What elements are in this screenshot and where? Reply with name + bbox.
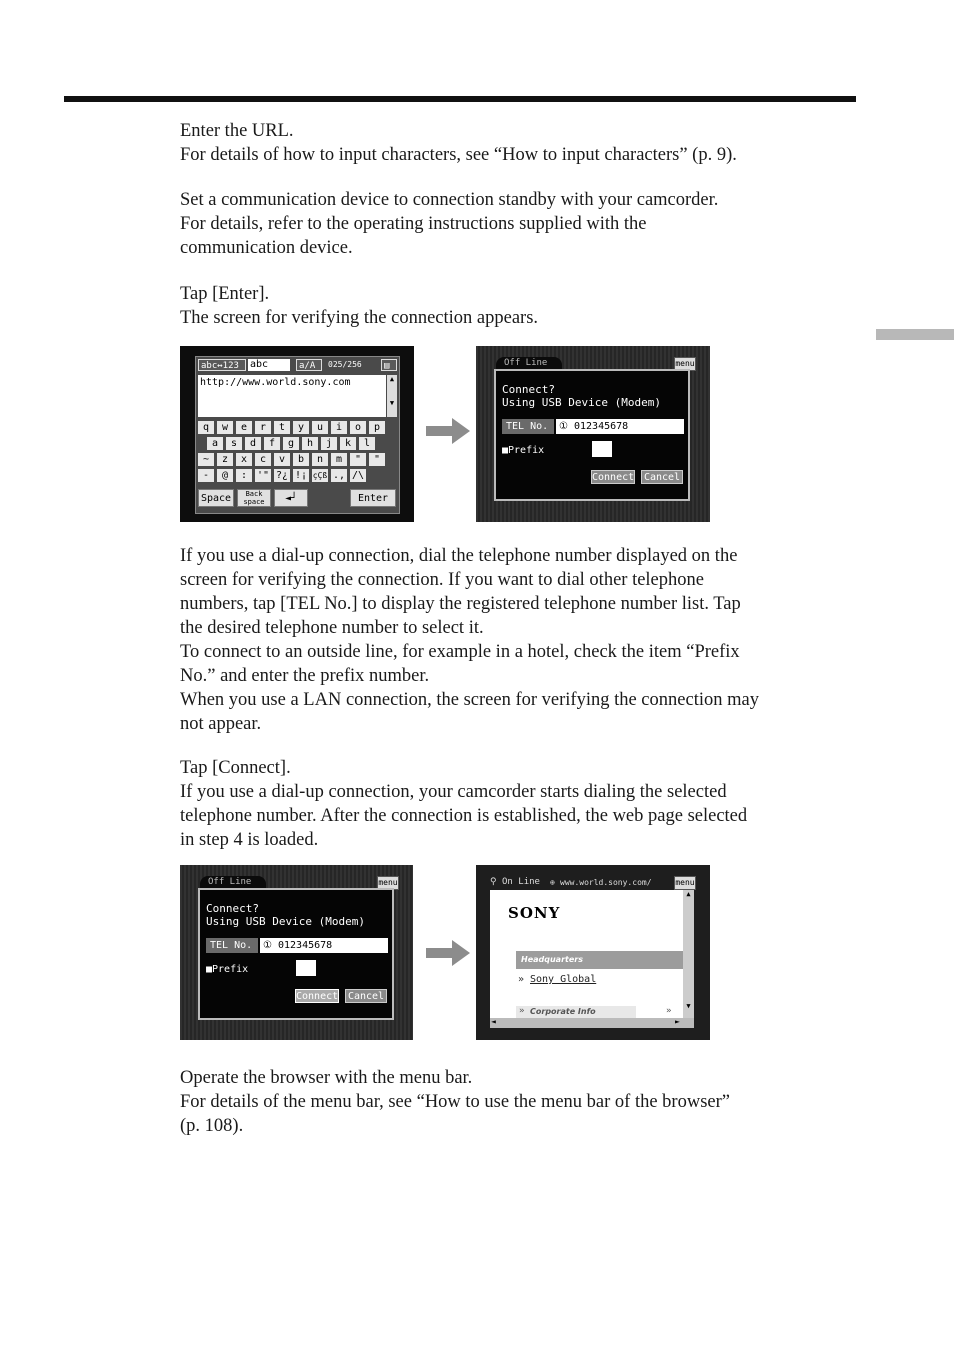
key[interactable]: - — [198, 469, 214, 482]
scroll-left-icon[interactable]: ◄ — [491, 1017, 496, 1026]
arrow-right-icon — [426, 418, 470, 444]
tel-number-field[interactable]: ① 012345678 — [556, 419, 684, 434]
key[interactable]: y — [293, 421, 309, 434]
menu-icon[interactable]: menu — [377, 876, 399, 890]
step-1-text: Enter the URL. For details of how to input characters, see “How to input characters” (p. 9). — [180, 121, 737, 165]
key[interactable]: ., — [332, 470, 346, 481]
key[interactable]: çÇß — [312, 471, 328, 480]
key[interactable]: p — [369, 421, 385, 434]
prefix-input[interactable] — [296, 960, 316, 976]
key[interactable]: r — [255, 421, 271, 434]
key[interactable]: @ — [217, 469, 233, 482]
scroll-right-icon[interactable]: ► — [675, 1017, 680, 1026]
url-input[interactable]: http://www.world.sony.com — [198, 375, 386, 417]
key[interactable]: f — [264, 437, 280, 450]
url-scrollbar[interactable] — [387, 375, 397, 417]
keyboard-panel — [195, 356, 400, 514]
key[interactable]: q — [198, 421, 214, 434]
horizontal-scrollbar[interactable] — [490, 1018, 694, 1028]
key[interactable]: " — [350, 453, 366, 466]
keyboard-settings-icon[interactable]: ▤ — [381, 359, 397, 371]
step-2-text: Set a communication device to connection standby with your camcorder. For details, refer to the operating instructions supplied with the communication device. — [180, 190, 719, 258]
input-mode-value: abc — [248, 359, 290, 371]
key[interactable]: v — [274, 453, 290, 466]
key[interactable]: x — [236, 453, 252, 466]
key-row-1 — [198, 421, 385, 434]
scroll-up-icon[interactable]: ▲ — [686, 890, 691, 898]
browser-screenshot — [476, 865, 710, 1040]
key[interactable]: o — [350, 421, 366, 434]
menu-icon[interactable]: menu — [674, 357, 696, 371]
connect-dialog-screenshot-2 — [180, 865, 413, 1040]
key[interactable]: n — [312, 453, 328, 466]
scroll-down-icon[interactable]: ▼ — [686, 1002, 691, 1010]
online-status: On Line — [502, 877, 540, 887]
double-chevron-icon: » — [518, 974, 525, 985]
scroll-up-icon[interactable]: ▲ — [389, 375, 395, 383]
dialog-message: Connect? Using USB Device (Modem) — [502, 383, 661, 409]
key[interactable]: h — [302, 437, 318, 450]
connect-button[interactable]: Connect — [296, 991, 339, 1002]
prefix-checkbox[interactable]: ■Prefix — [206, 964, 249, 975]
connect-dialog — [198, 888, 394, 1020]
browser-status-bar — [490, 876, 696, 889]
key[interactable]: z — [217, 453, 233, 466]
key[interactable]: /\ — [351, 470, 365, 481]
key[interactable]: a — [207, 437, 223, 450]
key[interactable]: : — [236, 469, 252, 482]
key[interactable]: !¡ — [294, 470, 308, 481]
step-5-text: Operate the browser with the menu bar. For details of the menu bar, see “How to use the menu bar of the browser” (p. 108). — [180, 1068, 730, 1136]
key[interactable]: g — [283, 437, 299, 450]
key[interactable]: " — [369, 453, 385, 466]
tel-no-button[interactable]: TEL No. — [206, 938, 258, 953]
step-3-text: Tap [Enter]. The screen for verifying the connection appears. — [180, 284, 539, 328]
tel-no-button[interactable]: TEL No. — [502, 419, 554, 434]
status-tab: Off Line — [496, 357, 562, 369]
sony-global-link[interactable]: Sony Global — [530, 974, 597, 985]
prefix-input[interactable] — [592, 441, 612, 457]
online-icon: ⚲ — [490, 877, 497, 887]
step-3-note: If you use a dial-up connection, dial the telephone number displayed on the screen for verifying the connection. If you want to dial other telephone numbers, tap [TEL No.] to display the registered telephone number list. Tap the desired telephone number to select it. To connect to an outside line, for example in a hotel, check the item “Prefix No.” and enter the prefix number. When you use a LAN connection, the screen for verifying the connection may not appear. — [180, 546, 759, 734]
key[interactable]: m — [331, 453, 347, 466]
scroll-down-icon[interactable]: ▼ — [389, 399, 395, 407]
key[interactable]: d — [245, 437, 261, 450]
prefix-checkbox[interactable]: ■Prefix — [502, 445, 545, 456]
dialog-message: Connect? Using USB Device (Modem) — [206, 902, 365, 928]
key[interactable]: '" — [256, 470, 270, 481]
browser-url[interactable]: www.world.sony.com/ — [560, 878, 652, 887]
cancel-button[interactable]: Cancel — [345, 989, 387, 1003]
return-key[interactable]: ◄┘ — [274, 489, 308, 507]
menu-icon[interactable]: menu — [674, 876, 696, 890]
enter-key[interactable]: Enter — [350, 489, 396, 507]
key[interactable]: u — [312, 421, 328, 434]
vertical-scrollbar[interactable] — [683, 890, 694, 1018]
key[interactable]: e — [236, 421, 252, 434]
key-row-3 — [198, 453, 385, 466]
backspace-key[interactable]: Back space — [237, 489, 271, 507]
connect-dialog-screenshot — [476, 346, 710, 522]
status-tab: Off Line — [200, 876, 266, 888]
header-rule — [64, 96, 856, 102]
key[interactable]: w — [217, 421, 233, 434]
sony-logo: SONY — [508, 904, 561, 922]
double-chevron-icon: » — [666, 1006, 672, 1016]
step-4-text: Tap [Connect]. If you use a dial-up connection, your camcorder starts dialing the selected telephone number. After the connection is established, the web page selected in step 4 is loaded. — [180, 758, 748, 850]
corporate-info-link[interactable]: Corporate Info — [516, 1006, 636, 1018]
key-row-2 — [207, 437, 375, 450]
key[interactable]: k — [340, 437, 356, 450]
double-chevron-icon: » — [519, 1006, 525, 1016]
key[interactable]: l — [359, 437, 375, 450]
char-counter: 025/256 — [328, 360, 362, 369]
key-row-4 — [198, 469, 366, 482]
globe-icon: ⊕ — [550, 878, 555, 887]
arrow-right-icon — [426, 940, 470, 966]
case-toggle-button[interactable]: a/A — [296, 359, 322, 371]
key[interactable]: c — [255, 453, 271, 466]
tel-number-field[interactable]: ① 012345678 — [260, 938, 388, 953]
key[interactable]: ~ — [198, 453, 214, 466]
web-page — [490, 890, 683, 1018]
cancel-button[interactable]: Cancel — [641, 470, 683, 484]
key[interactable]: ?¿ — [275, 470, 289, 481]
key[interactable]: t — [274, 421, 290, 434]
headquarters-heading: Headquarters — [516, 951, 683, 969]
space-key[interactable]: Space — [198, 489, 234, 507]
key[interactable]: j — [321, 437, 337, 450]
key[interactable]: b — [293, 453, 309, 466]
input-mode-button[interactable]: abc↔123 — [198, 359, 246, 371]
key[interactable]: i — [331, 421, 347, 434]
key[interactable]: s — [226, 437, 242, 450]
section-tab-marker — [876, 329, 954, 340]
connect-dialog — [494, 369, 690, 501]
keyboard-screenshot — [180, 346, 414, 522]
connect-button[interactable]: Connect — [592, 472, 635, 483]
